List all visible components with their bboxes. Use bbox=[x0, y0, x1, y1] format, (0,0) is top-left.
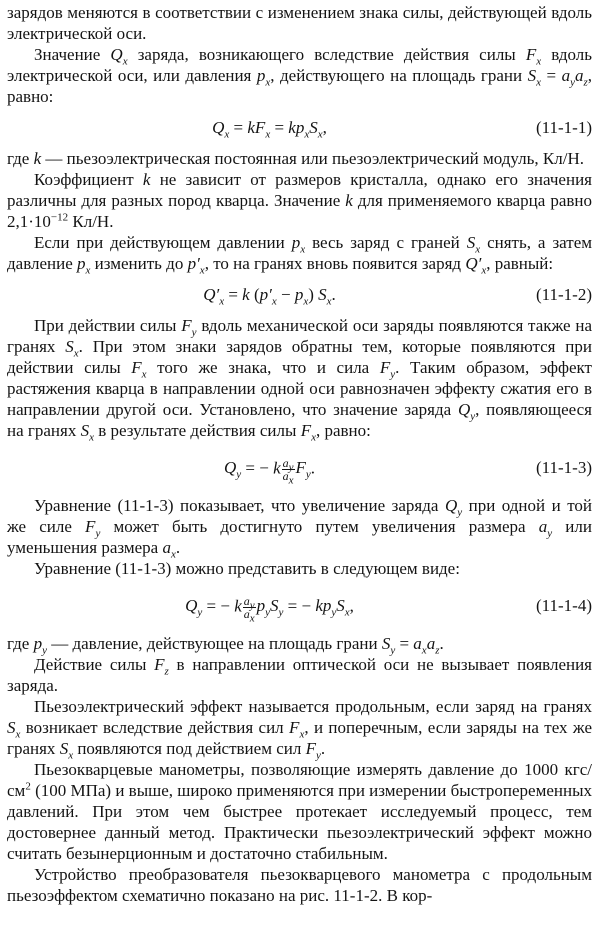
paragraph-3: где k — пьезоэлектрическая постоянная или пьезоэлектрический модуль, Кл/Н. bbox=[7, 149, 584, 168]
paragraph-2: Значение $Q_x$ заряда, возникающего вследствие действия силы $F_x$ вдоль электрической оси, или давления $p_x$, действующего на площадь грани $S_x = a_ya_z$, равно: bbox=[7, 45, 593, 106]
equation-11-1-2 bbox=[7, 284, 592, 308]
paragraph-8: Уравнение (11-1-3) можно представить в следующем виде: bbox=[34, 559, 460, 578]
paragraph-11: Пьезоэлектрический эффект называется продольным, если заряд на гранях $S_x$ возникает вследствие действия сил $F_x$, и поперечным, если заряды на тех же гранях $S_x$ появляются под действием сил $F_y$. bbox=[7, 697, 592, 762]
equation-body: $Q_y$ = − k $\frac{a_y}{a_x}$ $F_y$. bbox=[223, 456, 316, 487]
paragraph-5: Если при действующем давлении $p_x$ весь заряд с граней $S_x$ снять, а затем давление $p_x$ изменить до $p'_x$, то на гранях вновь появится заряд $Q'_x$, равный: bbox=[7, 233, 592, 277]
paragraph-13: Устройство преобразователя пьезокварцевого манометра с продольным пьезоэффектом схематично показано на рис. 11-1-2. В кор- bbox=[7, 865, 592, 905]
equation-number: (11-1-2) bbox=[535, 285, 592, 304]
equation-number: (11-1-4) bbox=[535, 596, 592, 615]
paragraph-10: Действие силы $F_z$ в направлении оптической оси не вызывает появления заряда. bbox=[7, 655, 593, 695]
equation-number: (11-1-1) bbox=[535, 118, 592, 137]
equation-11-1-1 bbox=[7, 117, 592, 141]
paragraph-4: Коэффициент k не зависит от размеров кристалла, однако его значения различны для разных пород кварца. Значение k для применяемого кварца равно $2,1\cdot 10^{-12}$ Кл/Н. bbox=[7, 170, 593, 231]
equation-11-1-4 bbox=[7, 591, 592, 625]
paragraph-9: где $p_y$ — давление, действующее на площадь грани $S_y = a_xa_z$. bbox=[7, 634, 444, 657]
equation-number: (11-1-3) bbox=[535, 458, 592, 477]
equation-body: $Q_x = kF_x = kp_xS_x$, bbox=[212, 118, 327, 141]
paragraph-7: Уравнение (11-1-3) показывает, что увеличение заряда $Q_y$ при одной и той же силе $F_y$ может быть достигнуто путем увеличения размера $a_y$ или уменьшения размера $a_x$. bbox=[7, 496, 593, 561]
paragraph-6: При действии силы $F_y$ вдоль механической оси заряды появляются также на гранях $S_x$. При этом знаки зарядов обратны тем, которые появляются при действии силы $F_x$ того же знака, что и сила $F_y$. Таким образом, эффект растяжения кварца в направлении одной оси равнозначен эффекту сжатия его в направлении другой оси. Установлено, что значение заряда $Q_y$, появляющееся на гранях $S_x$ в результате действия силы $F_x$, равно: bbox=[7, 316, 593, 444]
paragraph-1: зарядов меняются в соответствии с изменением знака силы, действующей вдоль электрической оси. bbox=[7, 3, 592, 43]
equation-body: $Q'_x = k$ $(p'_x - p_x)$ $S_x$. bbox=[203, 285, 336, 308]
equation-11-1-3 bbox=[7, 453, 592, 487]
equation-body: $Q_y$ = − k $\frac{a_y}{a_x}$ $p_yS_y$ = − $kp_yS_x$, bbox=[185, 594, 354, 625]
paragraph-12: Пьезокварцевые манометры, позволяющие измерять давление до 1000 кгс/$см^2$ (100 МПа) и выше, широко применяются при измерении быстропеременных давлений. При этом чем быстрее протекает исследуемый процесс, тем достовернее данный метод. Практически пьезоэлектрический эффект можно считать безынерционным и достаточно стабильным. bbox=[7, 760, 593, 863]
